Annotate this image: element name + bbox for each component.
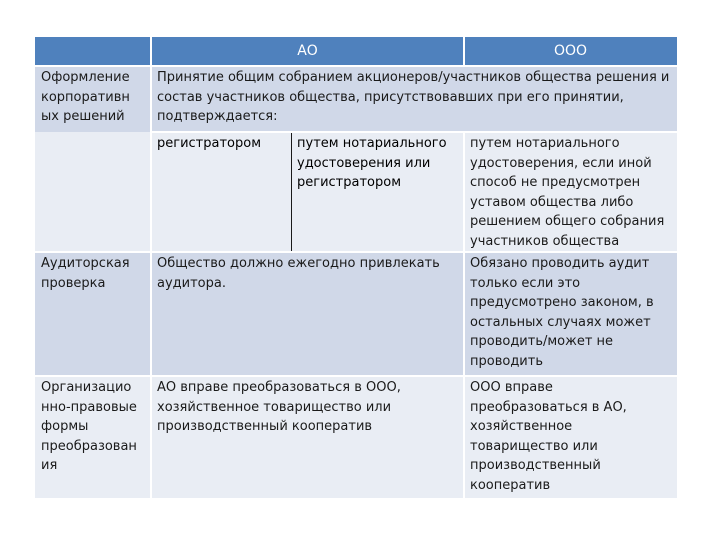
row-label-reorganization: Организацио нно-правовые формы преобразован ия — [35, 376, 151, 498]
row-merged-text: Принятие общим собранием акционеров/участников общества решения и состав участников общества, присутствовавших при его принятии, подтверждается: — [151, 66, 677, 132]
grid-vline-1 — [150, 37, 152, 498]
ao-reorganization: АО вправе преобразоваться в ООО, хозяйственное товарищество или производственный кооператив — [151, 376, 464, 498]
grid-hline-2 — [150, 131, 677, 133]
grid-hline-4 — [35, 375, 677, 377]
row-label-audit: Аудиторская проверка — [35, 252, 151, 376]
header-empty-cell — [35, 37, 151, 66]
ao-sub-notary-or-registrar: путем нотариального удостоверения или регистратором — [291, 132, 464, 252]
grid-hline-1 — [35, 65, 677, 67]
grid-vline-3 — [463, 132, 465, 498]
comparison-table — [35, 37, 677, 498]
ao-sub-registrar: регистратором — [151, 132, 291, 252]
ooo-notary: путем нотариального удостоверения, если иной способ не предусмотрен уставом общества либо решением общего собрания участников общества — [464, 132, 677, 252]
grid-vline-2 — [463, 37, 465, 66]
ooo-audit: Обязано проводить аудит только если это предусмотрено законом, в остальных случаях может проводить/может не проводить — [464, 252, 677, 376]
header-ooo: ООО — [464, 37, 677, 66]
sub-divider-line — [291, 132, 292, 252]
row-label-blank — [35, 132, 151, 252]
header-ao: АО — [151, 37, 464, 66]
grid-hline-3 — [35, 251, 677, 253]
row-label-corporate-decisions: Оформление корпоративн ых решений — [35, 66, 151, 132]
ooo-reorganization: ООО вправе преобразоваться в АО, хозяйственное товарищество или производственный кооператив — [464, 376, 677, 498]
ao-audit: Общество должно ежегодно привлекать аудитора. — [151, 252, 464, 376]
